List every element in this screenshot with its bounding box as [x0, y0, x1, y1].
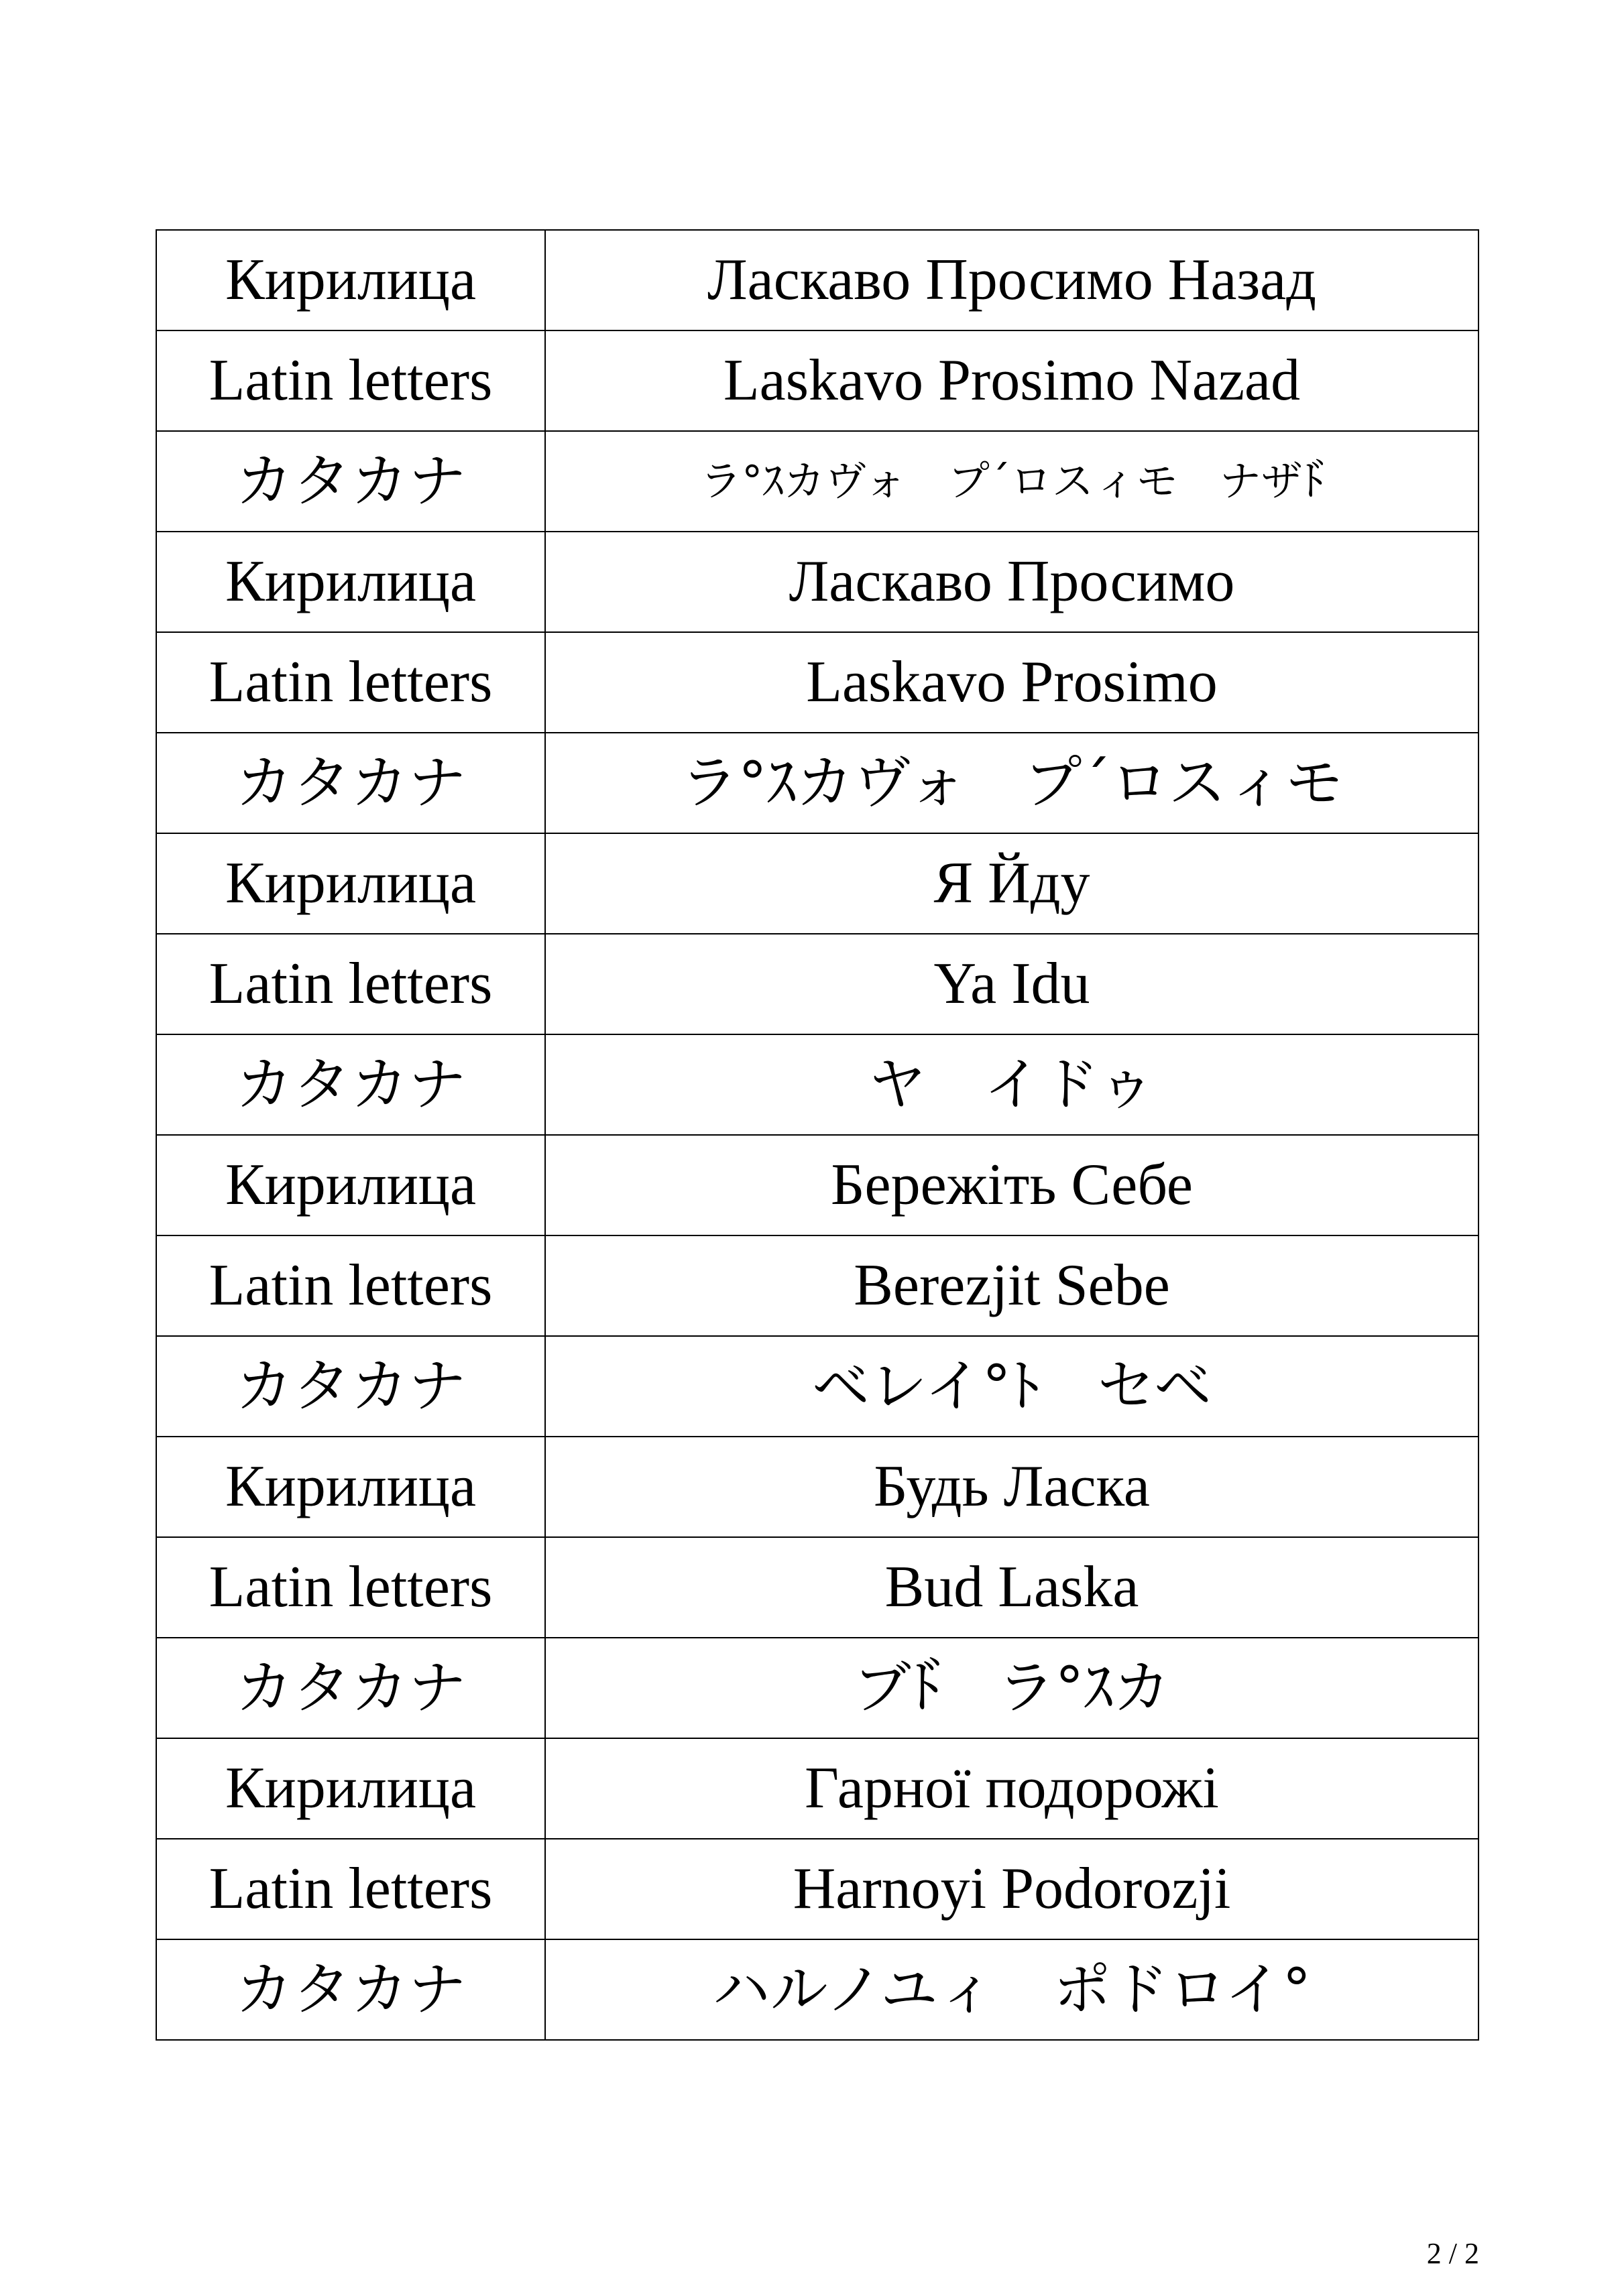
phrase-cell: Будь Ласка [545, 1437, 1478, 1537]
phrase-cell: ヤ イドゥ [545, 1034, 1478, 1135]
script-name-cell: Latin letters [156, 330, 545, 431]
table-row [156, 330, 1478, 431]
table-row [156, 1034, 1478, 1135]
transliteration-table [156, 229, 1479, 2041]
script-name-cell: Кирилица [156, 833, 545, 934]
table-row [156, 1336, 1478, 1437]
phrase-cell: Гарної подорожі [545, 1738, 1478, 1839]
table-row [156, 833, 1478, 934]
script-name-cell: Кирилица [156, 230, 545, 330]
table-row [156, 431, 1478, 532]
script-name-cell: Кирилица [156, 1135, 545, 1235]
phrase-cell: Laskavo Prosimo [545, 632, 1478, 733]
phrase-cell: Ласкаво Просимо Назад [545, 230, 1478, 330]
table-row [156, 1939, 1478, 2040]
script-name-cell: Кирилица [156, 1738, 545, 1839]
phrase-cell: Bud Laska [545, 1537, 1478, 1638]
table-row [156, 733, 1478, 833]
phrase-cell: ラ°ｽカヴォ プ´ロスィモ [545, 733, 1478, 833]
script-name-cell: Latin letters [156, 1839, 545, 1939]
script-name-cell: カタカナ [156, 1939, 545, 2040]
script-name-cell: カタカナ [156, 1034, 545, 1135]
script-name-cell: カタカナ [156, 431, 545, 532]
script-name-cell: Latin letters [156, 1235, 545, 1336]
table-row [156, 1437, 1478, 1537]
script-name-cell: Latin letters [156, 934, 545, 1034]
script-name-cell: カタカナ [156, 1638, 545, 1738]
script-name-cell: カタカナ [156, 733, 545, 833]
script-name-cell: Кирилица [156, 532, 545, 632]
table-row [156, 632, 1478, 733]
table-row [156, 1235, 1478, 1336]
phrase-cell: ベレイ°ﾄ セベ [545, 1336, 1478, 1437]
phrase-cell: Ласкаво Просимо [545, 532, 1478, 632]
phrase-cell: ハルノユィ ポドロイ° [545, 1939, 1478, 2040]
page-number: 2 / 2 [1426, 2237, 1479, 2270]
phrase-cell: ラ°ｽカヴォ プ´ロスィモ ナザﾄ゙ [545, 431, 1478, 532]
script-name-cell: Кирилица [156, 1437, 545, 1537]
table-row [156, 1135, 1478, 1235]
script-name-cell: Latin letters [156, 632, 545, 733]
transliteration-table-body [156, 230, 1478, 2040]
script-name-cell: Latin letters [156, 1537, 545, 1638]
phrase-cell: Harnoyi Podorozji [545, 1839, 1478, 1939]
phrase-cell: ブﾄ゙ ラ°ｽカ [545, 1638, 1478, 1738]
phrase-cell: Ya Idu [545, 934, 1478, 1034]
phrase-cell: Laskavo Prosimo Nazad [545, 330, 1478, 431]
table-row [156, 1839, 1478, 1939]
phrase-cell: Я Йду [545, 833, 1478, 934]
phrase-cell: Berezjit Sebe [545, 1235, 1478, 1336]
table-row [156, 934, 1478, 1034]
table-row [156, 1638, 1478, 1738]
phrase-cell: Бережіть Себе [545, 1135, 1478, 1235]
script-name-cell: カタカナ [156, 1336, 545, 1437]
table-row [156, 230, 1478, 330]
table-row [156, 1738, 1478, 1839]
table-row [156, 1537, 1478, 1638]
table-row [156, 532, 1478, 632]
